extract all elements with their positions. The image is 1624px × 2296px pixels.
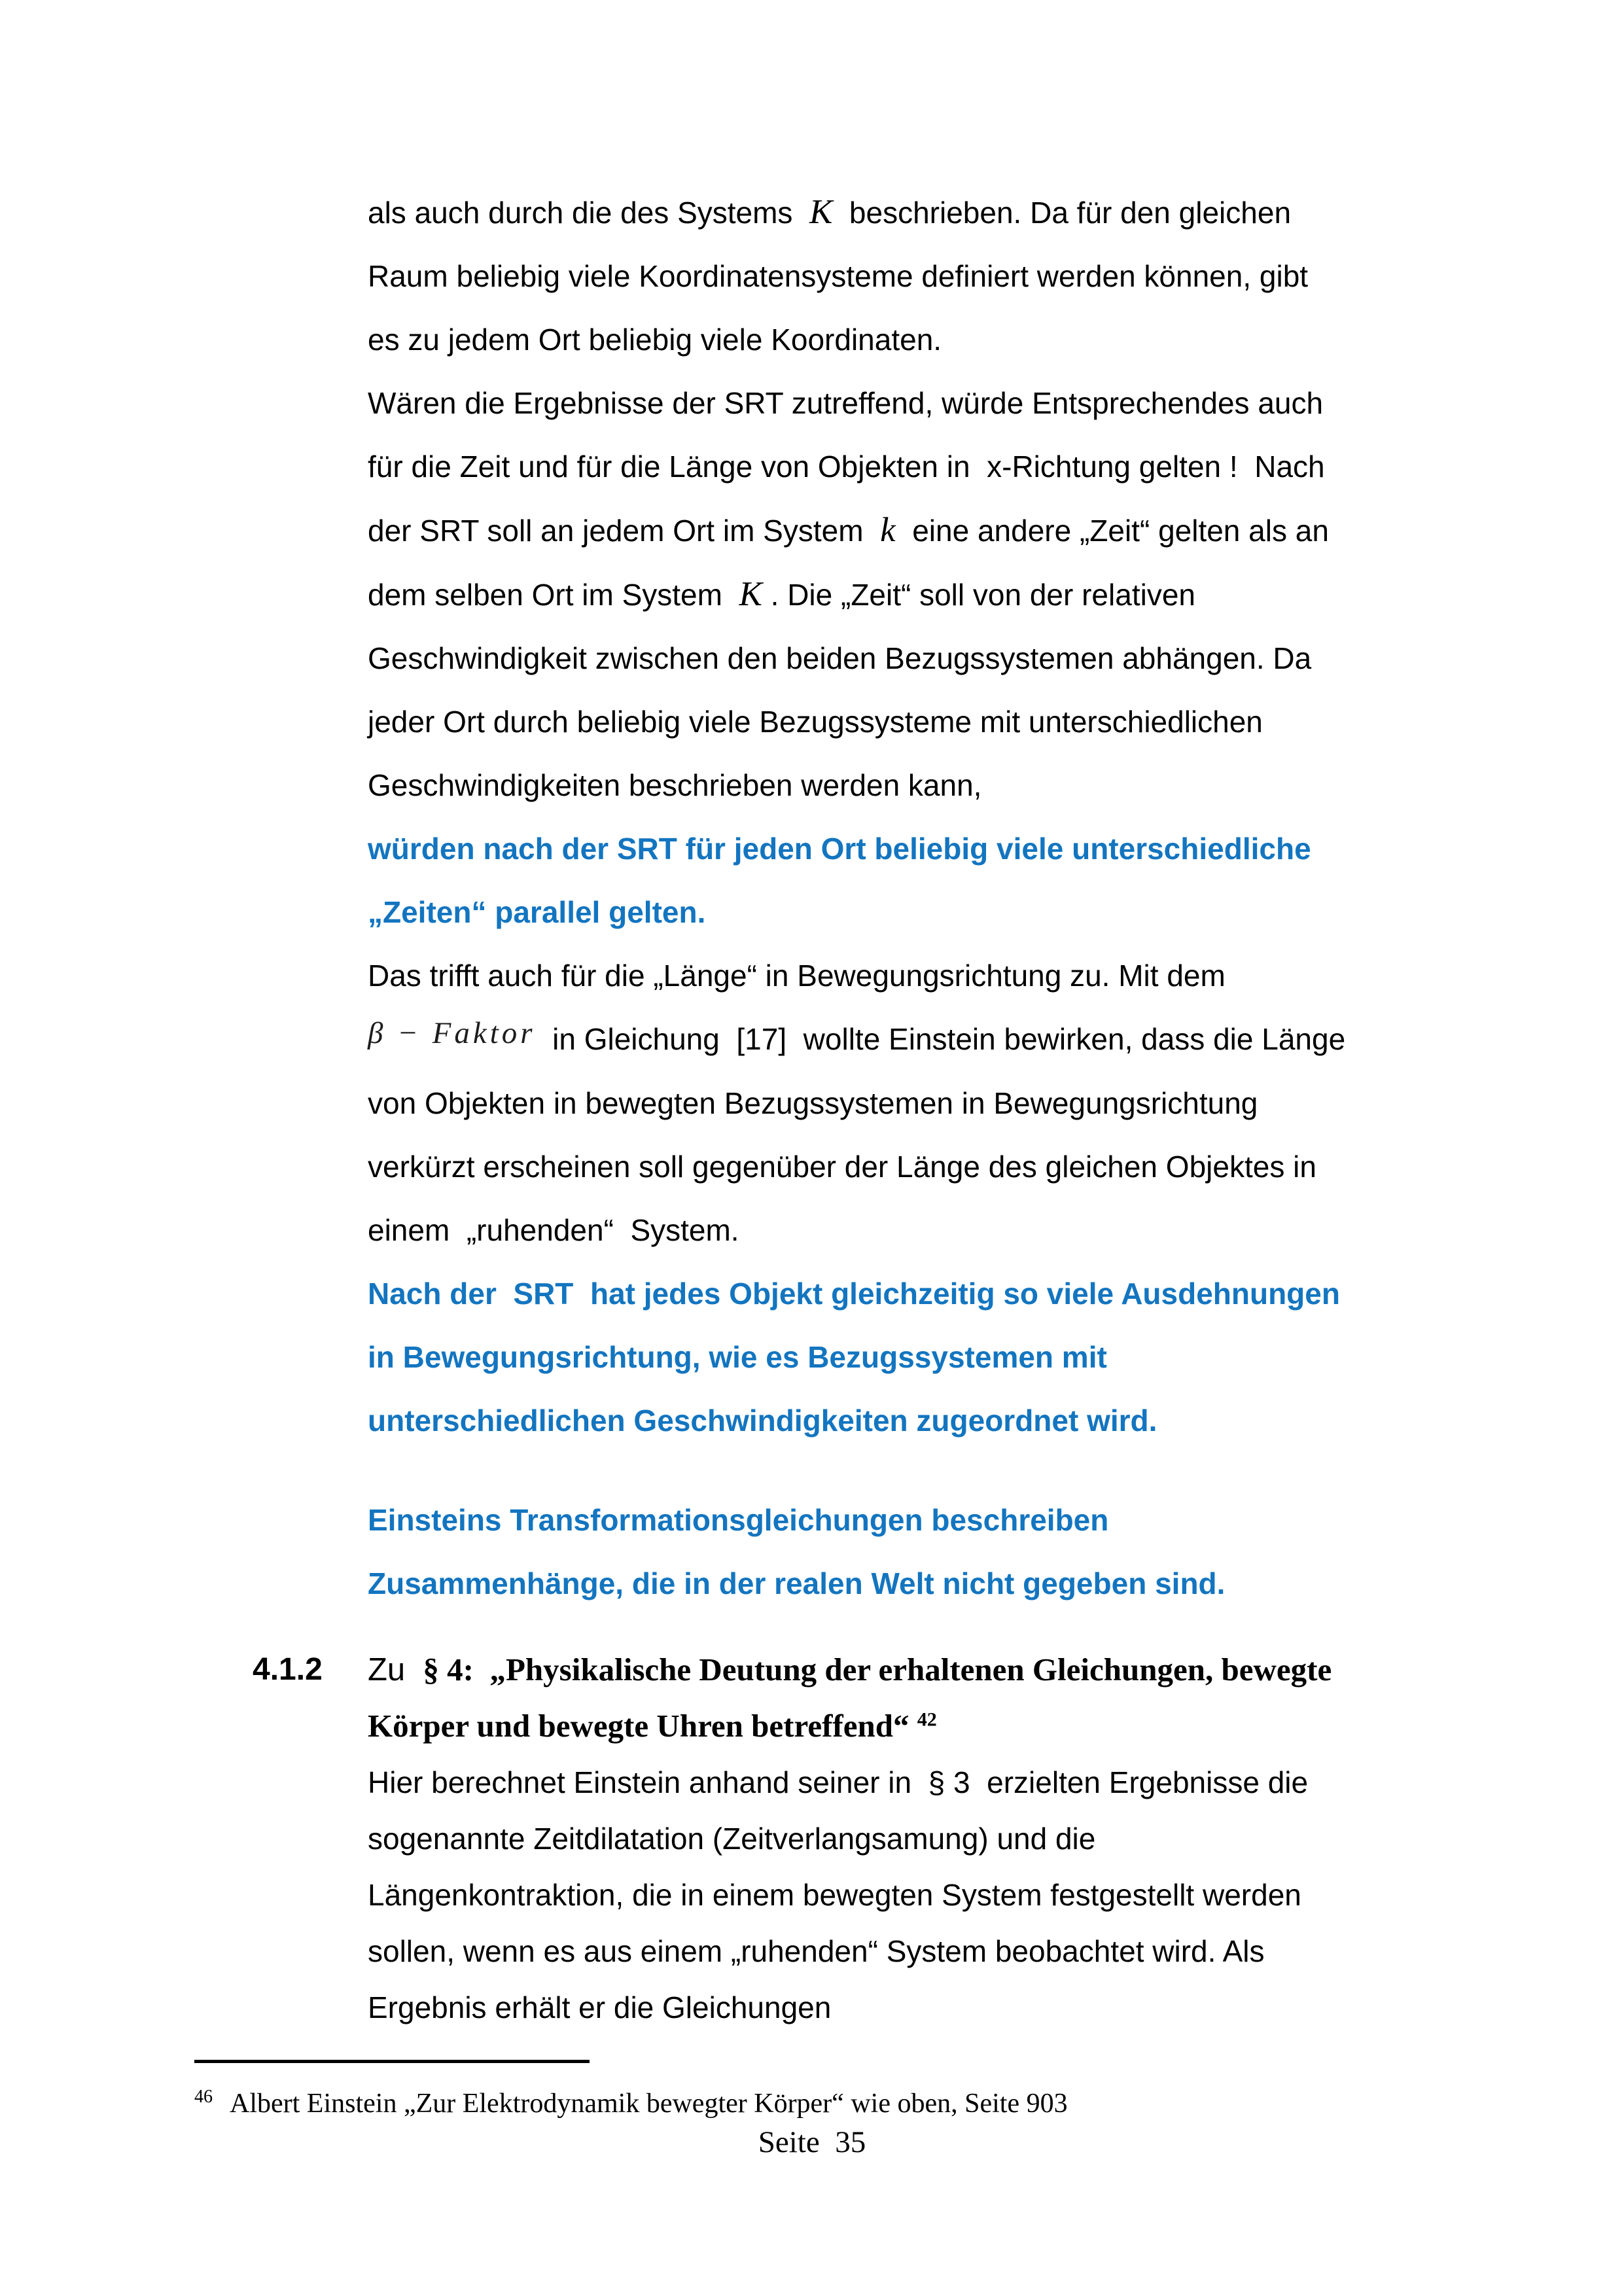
text-run: von Objekten in bewegten Bezugssystemen in Bewegungsrichtung — [368, 1086, 1258, 1120]
math-symbol: k — [880, 511, 896, 549]
emphasis-text-run: Zusammenhänge, die in der realen Welt nicht gegeben sind. — [368, 1566, 1226, 1600]
text-run: jeder Ort durch beliebig viele Bezugssysteme mit unterschiedlichen — [368, 705, 1263, 739]
text-run: verkürzt erscheinen soll gegenüber der Länge des gleichen Objektes in — [368, 1150, 1316, 1184]
text-run: als auch durch die des Systems — [368, 196, 809, 230]
emphasis-line — [368, 1489, 1441, 1552]
beta-factor-formula: β − Faktor — [368, 1016, 536, 1050]
emphasis-text-run: Nach der SRT hat jedes Objekt gleichzeitig so viele Ausdehnungen — [368, 1277, 1340, 1311]
text-run: beschrieben. Da für den gleichen — [832, 196, 1292, 230]
body-line — [368, 1199, 1441, 1262]
text-run: Hier berechnet Einstein anhand seiner in § 3 erzielten Ergebnisse die — [368, 1765, 1309, 1799]
body-line — [368, 1923, 1441, 1979]
body-line — [368, 245, 1441, 308]
section-number: 4.1.2 — [253, 1652, 323, 1687]
body-line — [368, 690, 1441, 754]
emphasis-text-run: würden nach der SRT für jeden Ort beliebig viele unterschiedliche — [368, 832, 1311, 866]
text-run: Längenkontraktion, die in einem bewegten System festgestellt werden — [368, 1878, 1301, 1912]
vertical-gap — [368, 1616, 1441, 1642]
body-line — [368, 944, 1441, 1008]
text-run: es zu jedem Ort beliebig viele Koordinaten. — [368, 323, 942, 357]
body-line — [368, 181, 1441, 245]
text-run: sogenannte Zeitdilatation (Zeitverlangsamung) und die — [368, 1822, 1096, 1856]
page-number-footer — [0, 2125, 1624, 2160]
section-heading-line — [368, 1698, 1441, 1754]
emphasis-line — [368, 881, 1441, 944]
emphasis-text-run: Einsteins Transformationsgleichungen beschreiben — [368, 1503, 1109, 1537]
body-line — [368, 1979, 1441, 2036]
heading-text-run: Zu — [368, 1652, 423, 1687]
emphasis-line — [368, 1552, 1441, 1616]
math-symbol: K — [739, 575, 762, 613]
text-run: in Gleichung [17] wollte Einstein bewirken, dass die Länge — [535, 1022, 1346, 1056]
text-run: dem selben Ort im System — [368, 578, 739, 612]
emphasis-line — [368, 1326, 1441, 1389]
body-line — [368, 1072, 1441, 1135]
footnote-ref-superscript: 42 — [917, 1708, 937, 1731]
text-run: eine andere „Zeit“ gelten als an — [895, 514, 1329, 548]
emphasis-text-run: unterschiedlichen Geschwindigkeiten zugeordnet wird. — [368, 1404, 1157, 1438]
text-run: sollen, wenn es aus einem „ruhenden“ System beobachtet wird. Als — [368, 1934, 1265, 1968]
text-run: Wären die Ergebnisse der SRT zutreffend, würde Entsprechendes auch — [368, 386, 1324, 420]
emphasis-line — [368, 817, 1441, 881]
body-line — [368, 1008, 1441, 1072]
emphasis-text-run: in Bewegungsrichtung, wie es Bezugssystemen mit — [368, 1340, 1107, 1374]
text-run: der SRT soll an jedem Ort im System — [368, 514, 881, 548]
emphasis-text-run: „Zeiten“ parallel gelten. — [368, 895, 706, 929]
text-run: . Die „Zeit“ soll von der relativen — [762, 578, 1195, 612]
body-line — [368, 308, 1441, 372]
body-line — [368, 372, 1441, 435]
text-run: einem „ruhenden“ System. — [368, 1213, 739, 1247]
footnote-marker-superscript: 46 — [194, 2087, 213, 2107]
body-line — [368, 754, 1441, 817]
text-run: Ergebnis erhält er die Gleichungen — [368, 1990, 832, 2024]
footnote-area — [0, 2060, 1624, 2160]
body-line — [368, 499, 1441, 563]
body-line — [368, 563, 1441, 627]
text-run: Geschwindigkeit zwischen den beiden Bezugssystemen abhängen. Da — [368, 641, 1312, 675]
page-number-text: Seite 35 — [758, 2125, 866, 2159]
math-symbol: K — [809, 193, 833, 231]
emphasis-line — [368, 1389, 1441, 1453]
emphasis-line — [368, 1262, 1441, 1326]
document-text-column — [253, 181, 1441, 2036]
text-run: für die Zeit und für die Länge von Objekten in x-Richtung gelten ! Nach — [368, 450, 1325, 484]
body-line — [368, 435, 1441, 499]
body-line — [368, 1135, 1441, 1199]
footnote-line — [194, 2088, 1624, 2119]
body-line — [368, 1867, 1441, 1923]
heading-text-run: § 4: „Physikalische Deutung der erhaltenen Gleichungen, bewegte — [423, 1651, 1332, 1687]
text-run: Das trifft auch für die „Länge“ in Bewegungsrichtung zu. Mit dem — [368, 959, 1226, 993]
body-line — [368, 1754, 1441, 1810]
footnote-text: Albert Einstein „Zur Elektrodynamik bewegter Körper“ wie oben, Seite 903 — [230, 2089, 1068, 2119]
heading-text-run: Körper und bewegte Uhren betreffend“ — [368, 1708, 917, 1744]
vertical-gap — [368, 1453, 1441, 1489]
text-run: Raum beliebig viele Koordinatensysteme definiert werden können, gibt — [368, 259, 1309, 293]
footnote-separator-rule — [194, 2060, 590, 2063]
text-run: Geschwindigkeiten beschrieben werden kann, — [368, 768, 982, 802]
body-line — [368, 1810, 1441, 1867]
section-heading-line — [253, 1642, 1441, 1698]
body-line — [368, 627, 1441, 690]
